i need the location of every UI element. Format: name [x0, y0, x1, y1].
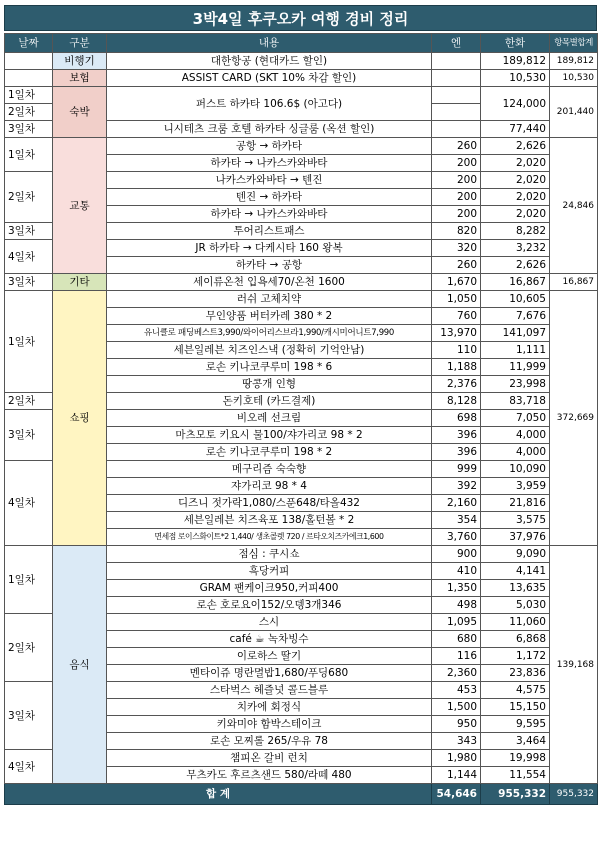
won-cell: 3,464: [481, 733, 550, 750]
won-cell: 1,111: [481, 342, 550, 359]
content-cell: 챔피온 갈비 런치: [107, 750, 432, 767]
sheet-title: 3박4일 후쿠오카 여행 경비 정리: [4, 5, 597, 31]
content-cell: JR 하카타 → 다케시타 160 왕복: [107, 240, 432, 257]
day-cell: 4일차: [5, 750, 53, 784]
yen-cell: 3,760: [432, 529, 481, 546]
header-row: [5, 34, 598, 53]
day-cell: 3일차: [5, 121, 53, 138]
day-cell: 1일차: [5, 546, 53, 614]
subtotal-cell: 372,669: [550, 291, 598, 546]
content-cell: 무츠카도 후르츠샌드 580/라떼 480: [107, 767, 432, 784]
yen-cell: 999: [432, 461, 481, 478]
yen-cell: 396: [432, 427, 481, 444]
day-cell: 1일차: [5, 138, 53, 172]
content-cell: 스시: [107, 614, 432, 631]
yen-cell: 260: [432, 257, 481, 274]
expense-sheet: [4, 5, 597, 805]
content-cell: 메구리즘 숙숙향: [107, 461, 432, 478]
content-cell: 로손 호로요이152/오뎅3개346: [107, 597, 432, 614]
total-yen: 54,646: [432, 784, 481, 805]
subtotal-cell: 139,168: [550, 546, 598, 784]
won-cell: 4,000: [481, 427, 550, 444]
yen-cell: 116: [432, 648, 481, 665]
won-cell: 2,626: [481, 257, 550, 274]
day-cell: 3일차: [5, 410, 53, 461]
won-cell: 10,090: [481, 461, 550, 478]
day-cell: 2일차: [5, 104, 53, 121]
won-cell: 10,530: [481, 70, 550, 87]
yen-cell: 320: [432, 240, 481, 257]
won-cell: 9,595: [481, 716, 550, 733]
won-cell: 11,554: [481, 767, 550, 784]
yen-cell: 1,095: [432, 614, 481, 631]
won-cell: 77,440: [481, 121, 550, 138]
yen-cell: 1,980: [432, 750, 481, 767]
content-cell: 비오레 선크림: [107, 410, 432, 427]
content-cell: 무인양품 버터카레 380 * 2: [107, 308, 432, 325]
yen-cell: 396: [432, 444, 481, 461]
content-cell: 퍼스트 하카타 106.6$ (아고다): [107, 87, 432, 121]
content-cell: 유니클로 패딩베스트3,990/와이어리스브라1,990/캐시미어니트7,990: [107, 325, 432, 342]
yen-cell: 680: [432, 631, 481, 648]
won-cell: 16,867: [481, 274, 550, 291]
content-cell: 마츠모토 키요시 물100/쟈가리코 98 * 2: [107, 427, 432, 444]
yen-cell: 698: [432, 410, 481, 427]
won-cell: 37,976: [481, 529, 550, 546]
table-row: [5, 87, 598, 104]
yen-cell: 200: [432, 172, 481, 189]
won-cell: 13,635: [481, 580, 550, 597]
header-yen: 엔: [432, 34, 481, 53]
category-cell: 숙박: [53, 87, 107, 138]
won-cell: 4,000: [481, 444, 550, 461]
yen-cell: 410: [432, 563, 481, 580]
won-cell: 124,000: [481, 87, 550, 121]
header-won: 한화: [481, 34, 550, 53]
won-cell: 5,030: [481, 597, 550, 614]
won-cell: 21,816: [481, 495, 550, 512]
won-cell: 3,959: [481, 478, 550, 495]
won-cell: 4,575: [481, 682, 550, 699]
yen-cell: 200: [432, 206, 481, 223]
won-cell: 2,020: [481, 155, 550, 172]
content-cell: GRAM 팬케이크950,커피400: [107, 580, 432, 597]
category-cell: 음식: [53, 546, 107, 784]
total-subtotal: 955,332: [550, 784, 598, 805]
day-cell: 3일차: [5, 682, 53, 750]
table-row: [5, 70, 598, 87]
content-cell: 점심 : 쿠시쇼: [107, 546, 432, 563]
won-cell: 189,812: [481, 53, 550, 70]
yen-cell: 110: [432, 342, 481, 359]
content-cell: 치카에 회정식: [107, 699, 432, 716]
total-row: [5, 784, 598, 805]
content-cell: 러쉬 고체치약: [107, 291, 432, 308]
content-cell: 디즈니 젓가락1,080/스푼648/타올432: [107, 495, 432, 512]
yen-cell: [432, 104, 481, 121]
subtotal-cell: 16,867: [550, 274, 598, 291]
won-cell: 2,020: [481, 172, 550, 189]
category-cell: 쇼핑: [53, 291, 107, 546]
table-row: [5, 274, 598, 291]
category-cell: 기타: [53, 274, 107, 291]
yen-cell: 2,360: [432, 665, 481, 682]
yen-cell: [432, 121, 481, 138]
content-cell: 멘타이쥬 명란멸밥1,680/푸딩680: [107, 665, 432, 682]
content-cell: 니시테츠 크룸 호텔 하카타 싱글룸 (옥션 할인): [107, 121, 432, 138]
category-cell: 교통: [53, 138, 107, 274]
content-cell: 이로하스 딸기: [107, 648, 432, 665]
won-cell: 83,718: [481, 393, 550, 410]
yen-cell: 8,128: [432, 393, 481, 410]
won-cell: 141,097: [481, 325, 550, 342]
content-cell: 하카타 → 공항: [107, 257, 432, 274]
won-cell: 1,172: [481, 648, 550, 665]
total-won: 955,332: [481, 784, 550, 805]
won-cell: 2,626: [481, 138, 550, 155]
content-cell: 돈키호테 (카드결제): [107, 393, 432, 410]
category-cell: 비행기: [53, 53, 107, 70]
content-cell: 스타벅스 헤즐넛 콜드블루: [107, 682, 432, 699]
content-cell: 쟈가리코 98 * 4: [107, 478, 432, 495]
yen-cell: 354: [432, 512, 481, 529]
header-day: 날짜: [5, 34, 53, 53]
content-cell: 로손 키나코쿠루미 198 * 6: [107, 359, 432, 376]
day-cell: 2일차: [5, 614, 53, 682]
won-cell: 2,020: [481, 206, 550, 223]
subtotal-cell: 10,530: [550, 70, 598, 87]
yen-cell: 260: [432, 138, 481, 155]
yen-cell: 1,144: [432, 767, 481, 784]
content-cell: 하카타 → 나카스카와바타: [107, 155, 432, 172]
day-cell: [5, 70, 53, 87]
day-cell: 2일차: [5, 393, 53, 410]
subtotal-cell: 201,440: [550, 87, 598, 138]
won-cell: 8,282: [481, 223, 550, 240]
total-label: 합 계: [5, 784, 432, 805]
content-cell: 면세점 로이스화이트*2 1,440/ 생초콜렛 720 / 르타오치즈카에크1,600: [107, 529, 432, 546]
content-cell: 로손 모찌롤 265/우유 78: [107, 733, 432, 750]
yen-cell: 498: [432, 597, 481, 614]
won-cell: 11,999: [481, 359, 550, 376]
yen-cell: 200: [432, 155, 481, 172]
yen-cell: [432, 70, 481, 87]
yen-cell: 900: [432, 546, 481, 563]
yen-cell: 950: [432, 716, 481, 733]
won-cell: 7,050: [481, 410, 550, 427]
yen-cell: 760: [432, 308, 481, 325]
yen-cell: 1,670: [432, 274, 481, 291]
won-cell: 3,575: [481, 512, 550, 529]
yen-cell: 392: [432, 478, 481, 495]
subtotal-cell: 189,812: [550, 53, 598, 70]
table-row: [5, 138, 598, 155]
day-cell: 1일차: [5, 87, 53, 104]
expense-table: [4, 33, 598, 805]
content-cell: 땅콩개 인형: [107, 376, 432, 393]
content-cell: 공항 → 하카타: [107, 138, 432, 155]
won-cell: 19,998: [481, 750, 550, 767]
yen-cell: 343: [432, 733, 481, 750]
content-cell: ASSIST CARD (SKT 10% 차감 할인): [107, 70, 432, 87]
day-cell: 2일차: [5, 172, 53, 223]
header-subtotal: 항목별합계: [550, 34, 598, 53]
content-cell: café ☕ 녹차빙수: [107, 631, 432, 648]
won-cell: 2,020: [481, 189, 550, 206]
content-cell: 대한항공 (현대카드 할인): [107, 53, 432, 70]
won-cell: 10,605: [481, 291, 550, 308]
day-cell: [5, 53, 53, 70]
yen-cell: 1,350: [432, 580, 481, 597]
content-cell: 세이류온천 입욕세70/온천 1600: [107, 274, 432, 291]
content-cell: 흑당커피: [107, 563, 432, 580]
won-cell: 23,998: [481, 376, 550, 393]
day-cell: 3일차: [5, 223, 53, 240]
content-cell: 하카타 → 나카스카와바타: [107, 206, 432, 223]
content-cell: 텐진 → 하카타: [107, 189, 432, 206]
table-row: [5, 53, 598, 70]
won-cell: 3,232: [481, 240, 550, 257]
won-cell: 4,141: [481, 563, 550, 580]
won-cell: 15,150: [481, 699, 550, 716]
yen-cell: 13,970: [432, 325, 481, 342]
content-cell: 세븐일레븐 치즈인스낵 (정확히 기억안남): [107, 342, 432, 359]
yen-cell: 1,188: [432, 359, 481, 376]
yen-cell: 1,500: [432, 699, 481, 716]
content-cell: 나카스카와바타 → 텐진: [107, 172, 432, 189]
yen-cell: 453: [432, 682, 481, 699]
content-cell: 키와미야 함박스테이크: [107, 716, 432, 733]
yen-cell: 1,050: [432, 291, 481, 308]
yen-cell: 2,376: [432, 376, 481, 393]
won-cell: 23,836: [481, 665, 550, 682]
table-row: [5, 546, 598, 563]
yen-cell: 200: [432, 189, 481, 206]
won-cell: 7,676: [481, 308, 550, 325]
content-cell: 로손 키나코쿠루미 198 * 2: [107, 444, 432, 461]
day-cell: 1일차: [5, 291, 53, 393]
subtotal-cell: 24,846: [550, 138, 598, 274]
won-cell: 6,868: [481, 631, 550, 648]
won-cell: 9,090: [481, 546, 550, 563]
content-cell: 투어리스트패스: [107, 223, 432, 240]
category-cell: 보험: [53, 70, 107, 87]
day-cell: 4일차: [5, 461, 53, 546]
yen-cell: 2,160: [432, 495, 481, 512]
won-cell: 11,060: [481, 614, 550, 631]
table-row: [5, 291, 598, 308]
header-category: 구분: [53, 34, 107, 53]
header-content: 내용: [107, 34, 432, 53]
yen-cell: [432, 87, 481, 104]
yen-cell: [432, 53, 481, 70]
day-cell: 4일차: [5, 240, 53, 274]
content-cell: 세븐일레븐 치즈육포 138/홀턴볼 * 2: [107, 512, 432, 529]
day-cell: 3일차: [5, 274, 53, 291]
yen-cell: 820: [432, 223, 481, 240]
